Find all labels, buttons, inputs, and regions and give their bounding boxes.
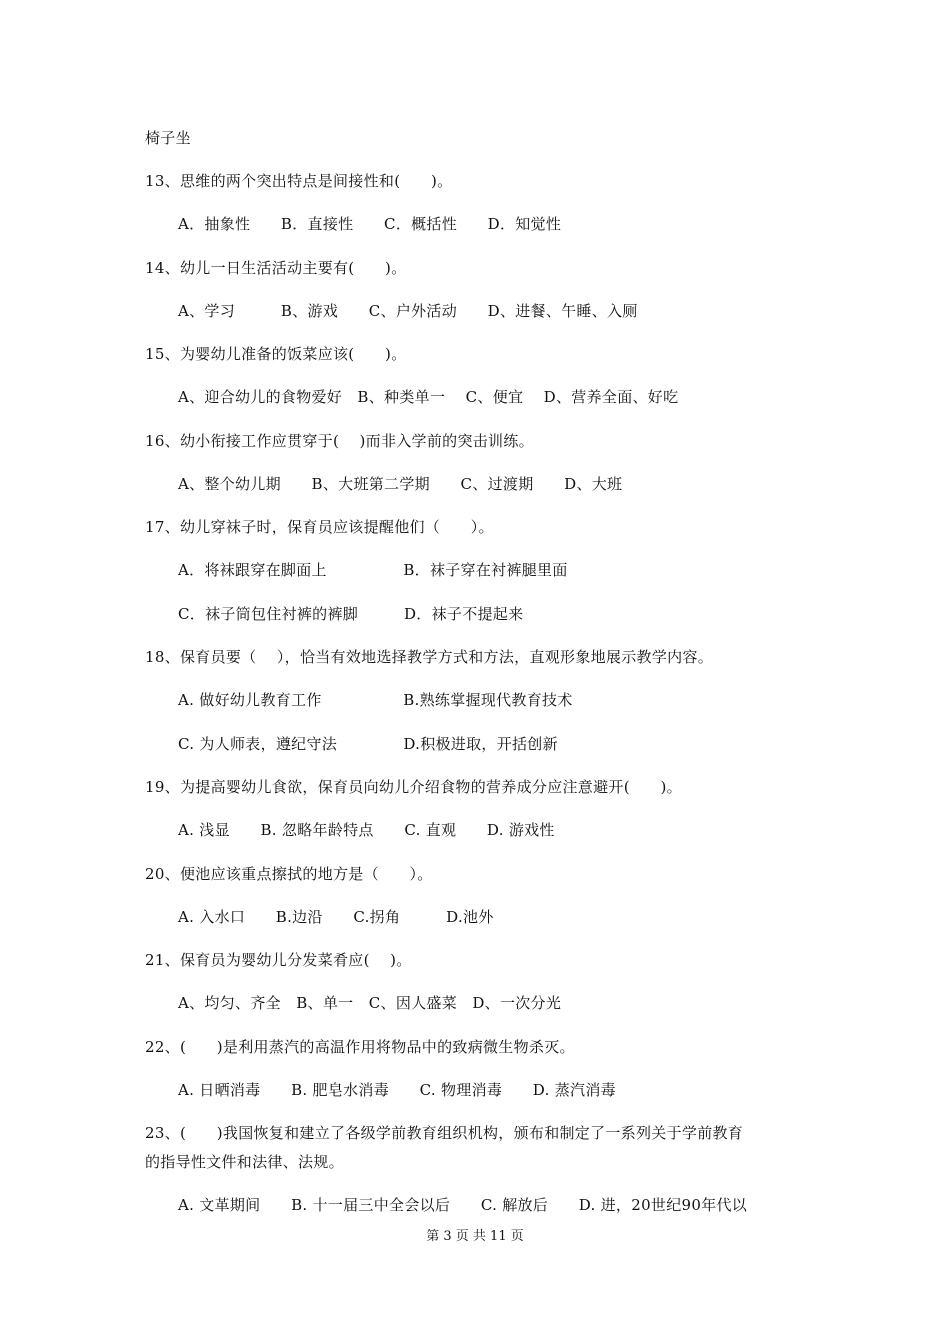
options-23: A. 文革期间 B. 十一届三中全会以后 C. 解放后 D. 进，20世纪90年代以 [178, 1196, 748, 1214]
options-18-cd: C. 为人师表，遵纪守法 D.积极进取，开括创新 [178, 735, 558, 753]
options-20: A. 入水口 B.边沿 C.拐角 D.池外 [178, 908, 494, 926]
question-14: 14、幼儿一日生活活动主要有( )。 [145, 259, 407, 277]
continuation-text: 椅子坐 [145, 129, 191, 147]
options-15: A、迎合幼儿的食物爱好 B、种类单一 C、便宜 D、营养全面、好吃 [178, 388, 679, 406]
question-13: 13、思维的两个突出特点是间接性和( )。 [145, 172, 453, 190]
options-22: A. 日晒消毒 B. 肥皂水消毒 C. 物理消毒 D. 蒸汽消毒 [178, 1081, 616, 1099]
question-18: 18、保育员要（ ），恰当有效地选择教学方式和方法，直观形象地展示教学内容。 [145, 648, 714, 666]
question-20: 20、便池应该重点擦拭的地方是（ ）。 [145, 865, 433, 883]
page-footer: 第 3 页 共 11 页 [426, 1229, 524, 1244]
question-21: 21、保育员为婴幼儿分发菜肴应( )。 [145, 951, 412, 969]
options-14: A、学习 B、游戏 C、户外活动 D、进餐、午睡、入厕 [178, 302, 638, 320]
question-19: 19、为提高婴幼儿食欲，保育员向幼儿介绍食物的营养成分应注意避开( )。 [145, 778, 682, 796]
options-16: A、整个幼儿期 B、大班第二学期 C、过渡期 D、大班 [178, 475, 623, 493]
options-18-ab: A. 做好幼儿教育工作 B.熟练掌握现代教育技术 [178, 691, 573, 709]
question-15: 15、为婴幼儿准备的饭菜应该( )。 [145, 345, 407, 363]
options-17-cd: C．袜子筒包住衬裤的裤脚 D．袜子不提起来 [178, 605, 524, 623]
question-23: 23、( )我国恢复和建立了各级学前教育组织机构，颁布和制定了一系列关于学前教育 [145, 1124, 744, 1142]
question-23-continued: 的指导性文件和法律、法规。 [145, 1153, 344, 1171]
question-22: 22、( )是利用蒸汽的高温作用将物品中的致病微生物杀灭。 [145, 1038, 575, 1056]
options-21: A、均匀、齐全 B、单一 C、因人盛菜 D、一次分光 [178, 994, 562, 1012]
options-13: A．抽象性 B．直接性 C．概括性 D．知觉性 [178, 215, 562, 233]
options-17-ab: A．将袜跟穿在脚面上 B．袜子穿在衬裤腿里面 [178, 561, 568, 579]
question-16: 16、幼小衔接工作应贯穿于( )而非入学前的突击训练。 [145, 432, 534, 450]
question-17: 17、幼儿穿袜子时，保育员应该提醒他们（ ）。 [145, 518, 494, 536]
options-19: A. 浅显 B. 忽略年龄特点 C. 直观 D. 游戏性 [178, 821, 555, 839]
